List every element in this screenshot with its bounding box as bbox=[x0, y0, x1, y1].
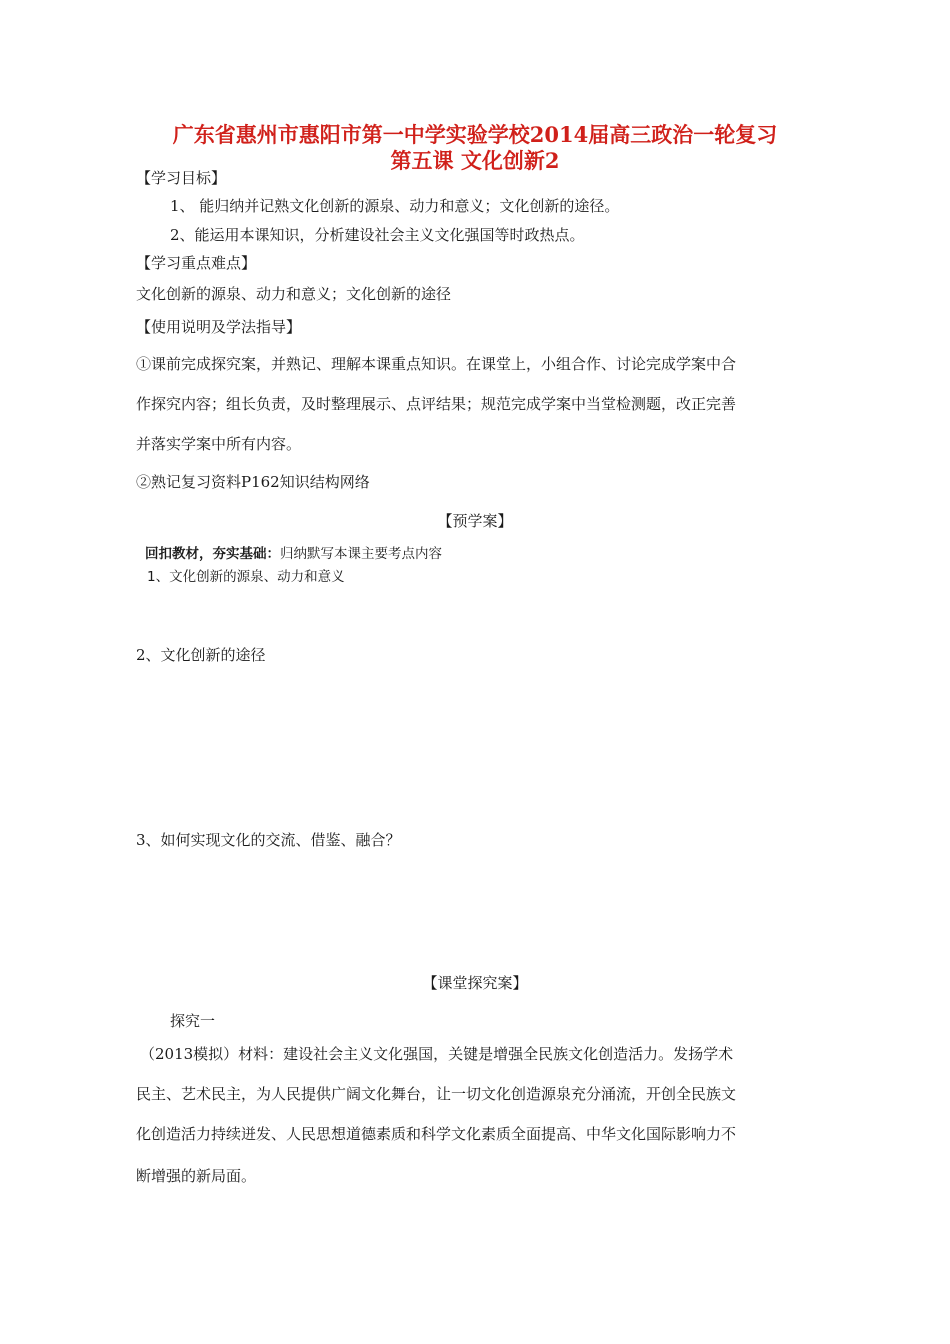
instruction-item1-line3: 并落实学案中所有内容。 bbox=[136, 435, 302, 453]
classroom-heading: 【课堂探究案】 bbox=[422, 974, 528, 992]
preview-intro-rest: 归纳默写本课主要考点内容 bbox=[280, 546, 442, 562]
goals-heading: 【学习目标】 bbox=[136, 169, 227, 187]
material-line-1: （2013模拟）材料：建设社会主义文化强国，关键是增强全民族文化创造活力。发扬学术 bbox=[140, 1045, 734, 1063]
material-line-2: 民主、艺术民主，为人民提供广阔文化舞台，让一切文化创造源泉充分涌流，开创全民族文 bbox=[136, 1085, 737, 1103]
preview-intro-bold: 回扣教材，夯实基础： bbox=[145, 546, 280, 562]
material-line-3: 化创造活力持续迸发、人民思想道德素质和科学文化素质全面提高、中华文化国际影响力不 bbox=[136, 1125, 737, 1143]
preview-question-3: 3、如何实现文化的交流、借鉴、融合？ bbox=[136, 831, 401, 849]
key-points-heading: 【学习重点难点】 bbox=[136, 254, 257, 272]
preview-question-2: 2、文化创新的途径 bbox=[136, 646, 266, 664]
document-title-line1: 广东省惠州市惠阳市第一中学实验学校2014届高三政治一轮复习 bbox=[172, 122, 778, 147]
document-title-line2: 第五课 文化创新2 bbox=[390, 148, 560, 173]
material-line-4: 断增强的新局面。 bbox=[136, 1167, 257, 1185]
instructions-heading: 【使用说明及学法指导】 bbox=[136, 318, 302, 336]
preview-question-1: 1、文化创新的源泉、动力和意义 bbox=[147, 569, 345, 585]
goal-item-1: 1、 能归纳并记熟文化创新的源泉、动力和意义；文化创新的途径。 bbox=[170, 197, 620, 215]
instruction-item1-line2: 作探究内容；组长负责，及时整理展示、点评结果；规范完成学案中当堂检测题，改正完善 bbox=[136, 395, 737, 413]
instruction-item2: ②熟记复习资料P162知识结构网络 bbox=[136, 473, 370, 491]
key-points-text: 文化创新的源泉、动力和意义；文化创新的途径 bbox=[136, 285, 452, 303]
goal-item-2: 2、能运用本课知识，分析建设社会主义文化强国等时政热点。 bbox=[170, 226, 585, 244]
inquiry-label: 探究一 bbox=[170, 1012, 216, 1030]
preview-intro bbox=[145, 544, 442, 564]
instruction-item1-line1: ①课前完成探究案，并熟记、理解本课重点知识。在课堂上，小组合作、讨论完成学案中合 bbox=[136, 355, 737, 373]
preview-heading: 【预学案】 bbox=[437, 512, 513, 530]
